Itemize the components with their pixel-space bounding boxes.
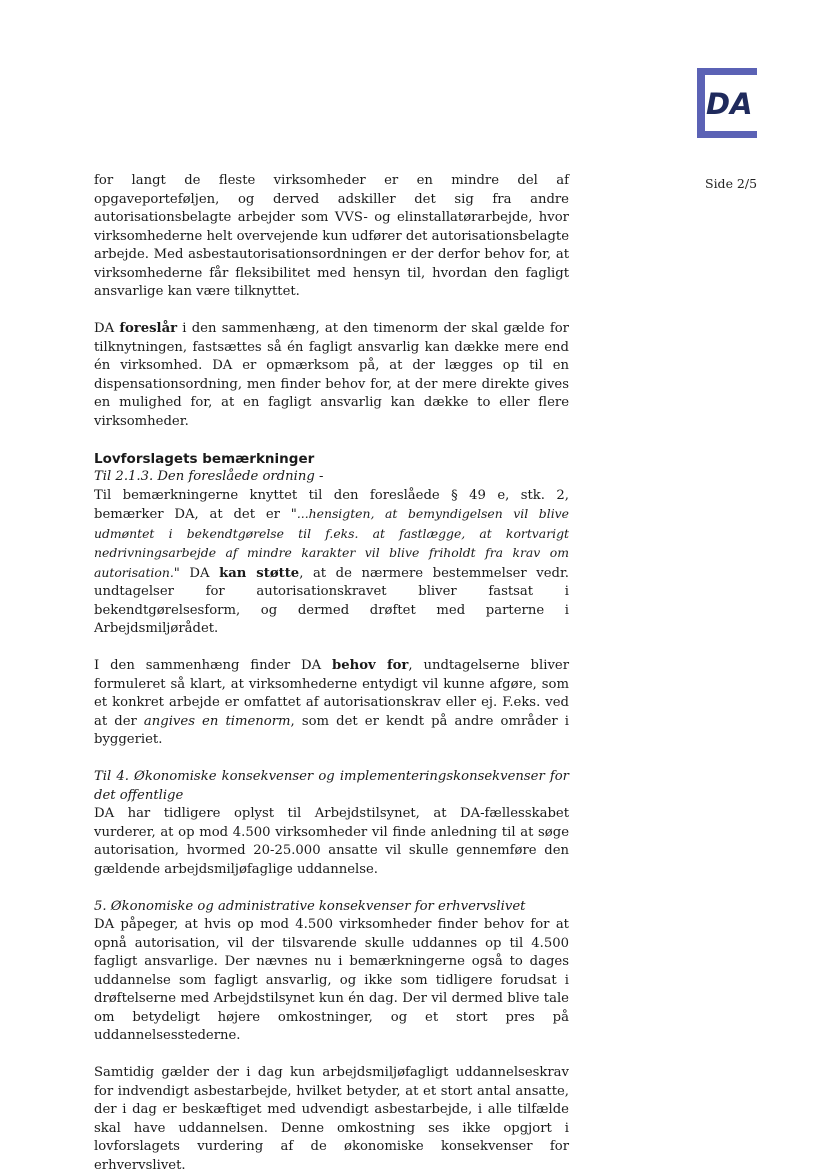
paragraph: Samtidig gælder der i dag kun arbejdsmiljøfagligt uddannelseskrav for indvendigt asbestarbejde, hvilket betyder, at et stort antal ansatte, der i dag er beskæftiget med udvendigt asbestarbejde, i alle tilfælde skal have uddannelsen. Denne omkostning ses ikke opgjort i lovforslagets vurdering af de økonomiske konsekvenser for erhvervslivet. [94,1065,569,1173]
logo-text: DA [706,87,753,121]
paragraph: I den sammenhæng finder DA behov for, undtagelserne bliver formuleret så klart, at virksomhederne entydigt vil kunne afgøre, som et konkret arbejde er omfattet af autorisationskrav eller ej. F.eks. ved at der angives en timenorm, som det er kendt på andre områder i byggeriet. [94,658,569,747]
quotation: ...hensigten, at bemyndigelsen vil blive udmøntet i bekendtgørelse til f.eks. at fastlægge, at kortvarigt nedrivningsarbejde af mindre karakter vil blive friholdt fra krav om autorisation. [94,506,569,580]
paragraph: DA har tidligere oplyst til Arbejdstilsynet, at DA-fællesskabet vurderer, at op mod 4.500 virksomheder vil finde anledning til at søge autorisation, hvormed 20-25.000 ansatte vil skulle gennemføre den gældende arbejdsmiljøfaglige uddannelse. [94,806,569,877]
subheading: Til 2.1.3. Den foreslåede ordning - [94,469,324,484]
paragraph: for langt de fleste virksomheder er en mindre del af opgaveporteføljen, og derved adskiller det sig fra andre autorisationsbelagte arbejder som VVS- og elinstallatørarbejde, hvor virksomhederne helt overvejende kun udfører det autorisationsbelagte arbejde. Med asbestautorisationsordningen er der derfor behov for, at virksomhederne får fleksibilitet med hensyn til, hvordan den fagligt ansvarlige kan være tilknyttet. [94,173,569,299]
page-number: Side 2/5 [705,176,758,191]
document-body [94,172,569,1175]
paragraph: DA foreslår i den sammenhæng, at den timenorm der skal gælde for tilknytningen, fastsættes så én fagligt ansvarlig kan dække mere end én virksomhed. DA er opmærksom på, at der lægges op til en dispensationsordning, men finder behov for, at der mere direkte gives en mulighed for, at en fagligt ansvarlig kan dække to eller flere virksomheder. [94,321,569,429]
paragraph: DA påpeger, at hvis op mod 4.500 virksomheder finder behov for at opnå autorisation, vil der tilsvarende skulle uddannes op til 4.500 fagligt ansvarlige. Der nævnes nu i bemærkningerne også to dages uddannelse som fagligt ansvarlig, og ikke som tidligere forudsat i drøftelserne med Arbejdstilsynet kun én dag. Der vil dermed blive tale om betydeligt højere omkostninger, og et stort pres på uddannelsesstederne. [94,917,569,1043]
section-heading: Lovforslagets bemærkninger [94,450,315,467]
subheading: 5. Økonomiske og administrative konsekvenser for erhvervslivet [94,898,526,914]
subheading: Til 4. Økonomiske konsekvenser og implementeringskonsekvenser for det offentlige [94,769,569,803]
paragraph: Til bemærkningerne knyttet til den foreslåede § 49 e, stk. 2, bemærker DA, at det er "...hensigten, at bemyndigelsen vil blive udmøntet i bekendtgørelse til f.eks. at fastlægge, at kortvarigt nedrivningsarbejde af mindre karakter vil blive friholdt fra krav om autorisation." DA kan støtte, at de nærmere bestemmelser vedr. undtagelser for autorisationskravet bliver fastsat i bekendtgørelsesform, og dermed drøftet med parterne i Arbejdsmiljørådet. [94,487,569,636]
da-logo [697,68,757,138]
